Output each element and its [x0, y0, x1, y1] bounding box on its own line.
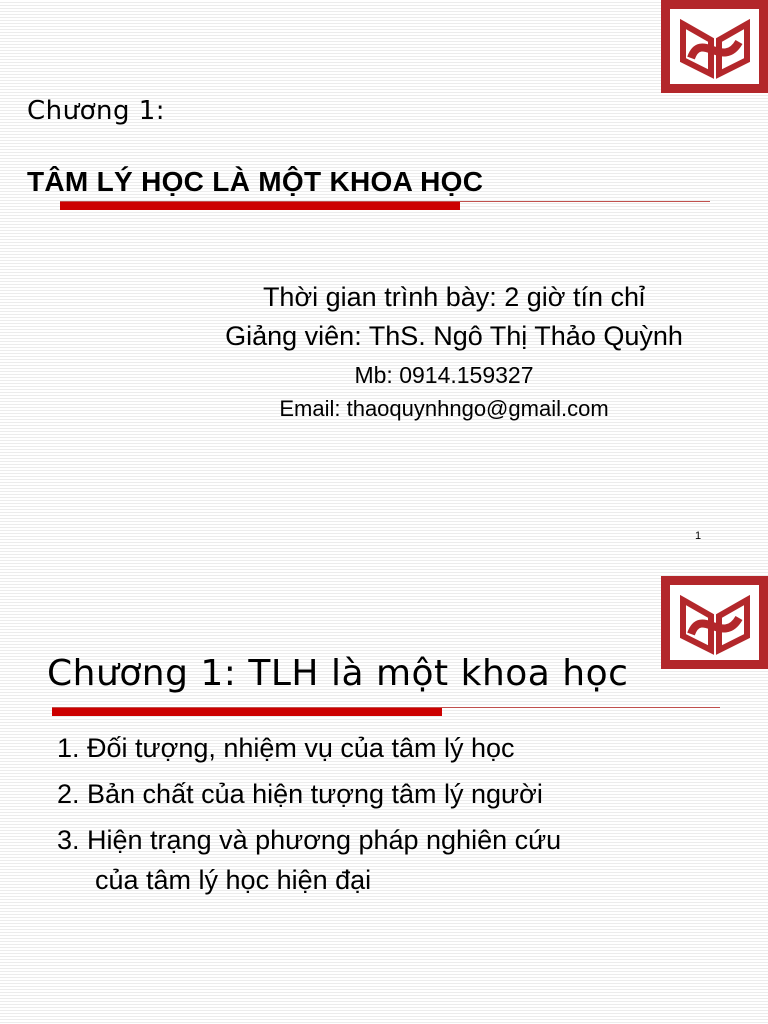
email-text: Email: thaoquynhngo@gmail.com — [279, 396, 609, 421]
title-divider-thick — [60, 202, 460, 210]
slide-title: TÂM LÝ HỌC LÀ MỘT KHOA HỌC — [27, 166, 484, 197]
slide-title: Chương 1: TLH là một khoa học — [47, 653, 629, 694]
list-item: 1. Đối tượng, nhiệm vụ của tâm lý học — [57, 733, 515, 763]
university-logo-icon — [661, 0, 768, 93]
slide-2 — [0, 512, 768, 1024]
phone-text: Mb: 0914.159327 — [354, 362, 534, 388]
lecturer-text: Giảng viên: ThS. Ngô Thị Thảo Quỳnh — [225, 321, 683, 351]
chapter-label: Chương 1: — [27, 96, 166, 126]
university-logo-icon — [661, 576, 768, 669]
title-divider-thick — [52, 708, 442, 716]
page-number: 1 — [695, 530, 702, 542]
duration-text: Thời gian trình bày: 2 giờ tín chỉ — [262, 282, 646, 312]
list-item: 3. Hiện trạng và phương pháp nghiên cứu — [57, 825, 562, 855]
list-item: 2. Bản chất của hiện tượng tâm lý người — [57, 779, 543, 809]
list-item-continuation: của tâm lý học hiện đại — [95, 865, 372, 895]
